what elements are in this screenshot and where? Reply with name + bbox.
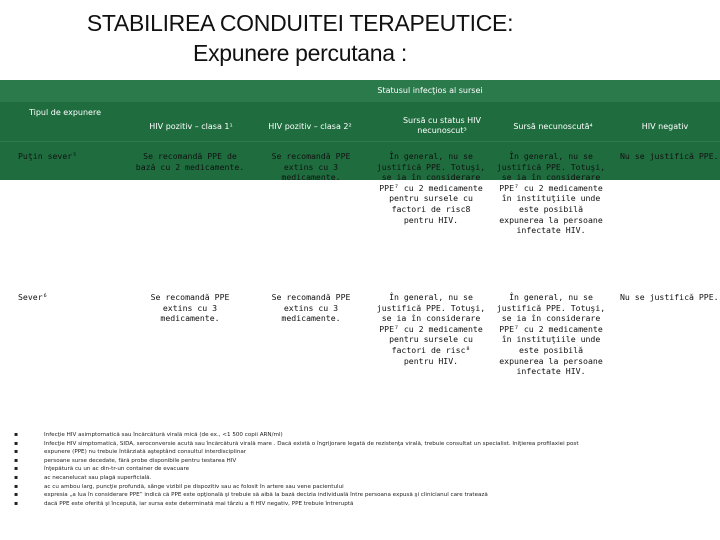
- footnote-item: ▪ ac necanelucat sau plagă superficială.: [14, 473, 152, 481]
- title-line-1: STABILIREA CONDUITEI TERAPEUTICE:: [86, 10, 514, 36]
- footnote-item: ▪ persoane surse decedate, fără probe disponibile pentru testarea HIV: [14, 456, 237, 464]
- row1-hiv-class2: Se recomandă PPE extins cu 3 medicamente.: [271, 151, 351, 183]
- row1-hiv-class1: Se recomandă PPE de bază cu 2 medicamente.: [135, 151, 245, 172]
- footnote-item: ▪ expresia „a lua în considerare PPE” indică că PPE este opţională şi trebuie să aibă la bază decizia individuală între persoana expusă şi clinicianul care tratează: [14, 491, 488, 499]
- column-header-hiv-class2: HIV pozitiv – clasa 2²: [268, 122, 352, 131]
- row1-exposure-type: Puţin sever⁵: [18, 151, 78, 161]
- title-line-2: Expunere percutana :: [193, 40, 407, 66]
- footnote-item: ▪ dacă PPE este oferită şi începută, iar sursa este determinată mai târziu a fi HIV negativ, PPE trebuie întreruptă: [14, 499, 354, 507]
- column-header-hiv-negative: HIV negativ: [641, 122, 689, 131]
- footnote-item: ▪ expunere (PPE) nu trebuie întârziată aşteptând consultul interdisciplinar: [14, 448, 247, 456]
- footnote-item: ▪ Infecţie HIV asimptomatică sau încărcătură virală mică (de ex., <1 500 copii ARN/ml): [14, 431, 283, 438]
- footnote-item: ▪ înţepătură cu un ac din-tr-un container de evacuare: [14, 465, 190, 473]
- footnote-item: ▪ ac cu ambou larg, puncţie profundă, sânge vizibil pe dispozitiv sau ac folosit în artere sau vene pacientului: [14, 482, 344, 490]
- column-header-unknown-source: Sursă necunoscută⁴: [513, 122, 593, 131]
- status-header: Statusul infecţios al sursei: [377, 86, 483, 95]
- row2-exposure-type: Sever⁶: [18, 292, 48, 302]
- column-header-unknown-status: Sursă cu status HIV necunoscut³: [402, 116, 482, 135]
- header-divider: [0, 141, 720, 142]
- row2-hiv-negative: Nu se justifică PPE.: [620, 292, 719, 302]
- footnote-item: ▪ Infecţie HIV simptomatică, SIDA, seroconversie acută sau încărcătură virală mare . Dacă există o îngrijorare legată de rezistenţa virală, trebuie consultat un specialist. Iniţierea profilaxiei post: [14, 439, 579, 447]
- footnotes: [14, 431, 720, 508]
- row2-hiv-class2: Se recomandă PPE extins cu 3 medicamente.: [271, 292, 351, 324]
- row1-unknown-source: În general, nu se justifică PPE. Totuşi, se ia în considerare PPE⁷ cu 2 medicamente în instituţiile unde este posibilă expunerea la persoane infectate HIV.: [496, 151, 606, 236]
- row1-unknown-status: În general, nu se justifică PPE. Totuşi, se ia în considerare PPE⁷ cu 2 medicamente pentru sursele cu factori de risc8 pentru HIV.: [376, 151, 486, 225]
- row1-hiv-negative: Nu se justifică PPE.: [620, 151, 719, 161]
- row2-unknown-status: În general, nu se justifică PPE. Totuşi, se ia în considerare PPE⁷ cu 2 medicamente pentru sursele cu factori de risc⁸ pentru HIV.: [376, 292, 486, 366]
- slide-title: [0, 8, 600, 68]
- row2-unknown-source: În general, nu se justifică PPE. Totuşi, se ia în considerare PPE⁷ cu 2 medicamente în instituţiile unde este posibilă expunerea la persoane infectate HIV.: [496, 292, 606, 377]
- column-header-hiv-class1: HIV pozitiv – clasa 1¹: [149, 122, 233, 131]
- exposure-type-header: Tipul de expunere: [28, 108, 101, 117]
- row2-hiv-class1: Se recomandă PPE extins cu 3 medicamente.: [150, 292, 230, 324]
